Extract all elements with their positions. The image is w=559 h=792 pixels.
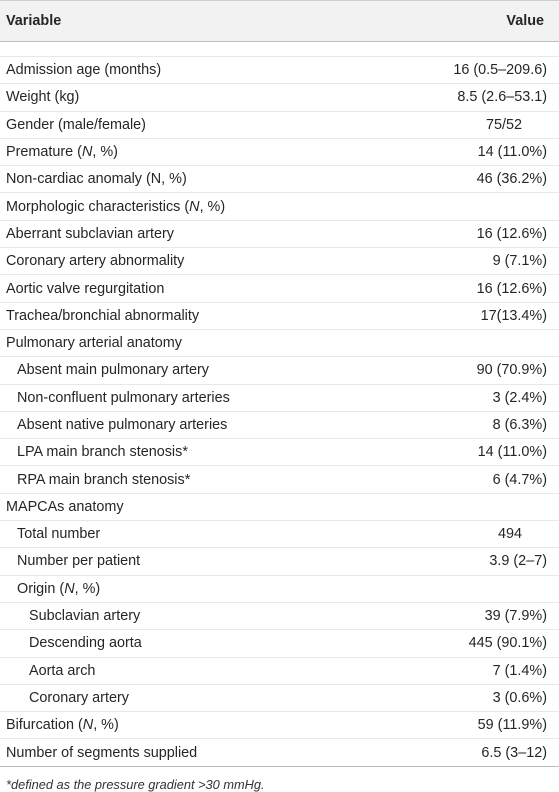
row-value: 14 (11.0%) xyxy=(393,439,559,466)
table-row xyxy=(0,739,559,766)
row-value: 75/52 xyxy=(393,111,559,138)
row-value: 6 (4.7%) xyxy=(393,466,559,493)
row-value xyxy=(393,575,559,602)
row-value: 9 (7.1%) xyxy=(393,248,559,275)
row-label: Absent main pulmonary artery xyxy=(0,357,393,384)
row-label: Morphologic characteristics (N, %) xyxy=(0,193,393,220)
row-label: MAPCAs anatomy xyxy=(0,493,393,520)
row-label: Coronary artery xyxy=(0,684,393,711)
spacer-row xyxy=(0,42,559,57)
header-variable: Variable xyxy=(0,1,393,42)
row-value: 3.9 (2–7) xyxy=(393,548,559,575)
row-label: Absent native pulmonary arteries xyxy=(0,411,393,438)
row-label: Trachea/bronchial abnormality xyxy=(0,302,393,329)
row-label: Number per patient xyxy=(0,548,393,575)
row-value: 46 (36.2%) xyxy=(393,166,559,193)
table-row xyxy=(0,275,559,302)
row-label: Pulmonary arterial anatomy xyxy=(0,329,393,356)
table-row xyxy=(0,493,559,520)
table-row xyxy=(0,602,559,629)
table-row xyxy=(0,138,559,165)
table-row xyxy=(0,357,559,384)
table-row xyxy=(0,57,559,84)
row-value: 16 (12.6%) xyxy=(393,220,559,247)
row-label: RPA main branch stenosis* xyxy=(0,466,393,493)
table-row xyxy=(0,684,559,711)
row-label: Aortic valve regurgitation xyxy=(0,275,393,302)
table-row xyxy=(0,166,559,193)
table-row xyxy=(0,521,559,548)
row-value: 6.5 (3–12) xyxy=(393,739,559,766)
row-label: Subclavian artery xyxy=(0,602,393,629)
table-row xyxy=(0,411,559,438)
table-footnote: *defined as the pressure gradient >30 mmHg. xyxy=(6,776,265,792)
table-row xyxy=(0,220,559,247)
row-value: 59 (11.9%) xyxy=(393,712,559,739)
table-row xyxy=(0,548,559,575)
table-row xyxy=(0,111,559,138)
row-label: Weight (kg) xyxy=(0,84,393,111)
table-row xyxy=(0,439,559,466)
table-row xyxy=(0,329,559,356)
row-label: Aberrant subclavian artery xyxy=(0,220,393,247)
row-value: 8.5 (2.6–53.1) xyxy=(393,84,559,111)
row-value xyxy=(393,329,559,356)
row-value: 90 (70.9%) xyxy=(393,357,559,384)
table-row xyxy=(0,302,559,329)
table-row xyxy=(0,575,559,602)
row-label: Bifurcation (N, %) xyxy=(0,712,393,739)
table-row xyxy=(0,630,559,657)
table-row xyxy=(0,248,559,275)
row-value: 3 (0.6%) xyxy=(393,684,559,711)
row-value: 16 (12.6%) xyxy=(393,275,559,302)
table-row xyxy=(0,657,559,684)
table-row xyxy=(0,193,559,220)
row-label: Number of segments supplied xyxy=(0,739,393,766)
row-label: LPA main branch stenosis* xyxy=(0,439,393,466)
row-label: Gender (male/female) xyxy=(0,111,393,138)
row-value: 39 (7.9%) xyxy=(393,602,559,629)
row-value xyxy=(393,493,559,520)
table-row xyxy=(0,384,559,411)
row-label: Premature (N, %) xyxy=(0,138,393,165)
row-label: Origin (N, %) xyxy=(0,575,393,602)
table-row xyxy=(0,466,559,493)
header-value: Value xyxy=(393,1,559,42)
row-value xyxy=(393,193,559,220)
row-label: Coronary artery abnormality xyxy=(0,248,393,275)
row-label: Non-cardiac anomaly (N, %) xyxy=(0,166,393,193)
row-value: 3 (2.4%) xyxy=(393,384,559,411)
row-value: 494 xyxy=(393,521,559,548)
row-value: 14 (11.0%) xyxy=(393,138,559,165)
row-value: 7 (1.4%) xyxy=(393,657,559,684)
row-label: Admission age (months) xyxy=(0,57,393,84)
table-row xyxy=(0,712,559,739)
row-label: Aorta arch xyxy=(0,657,393,684)
row-value: 8 (6.3%) xyxy=(393,411,559,438)
header-row xyxy=(0,1,559,42)
row-value: 445 (90.1%) xyxy=(393,630,559,657)
row-label: Total number xyxy=(0,521,393,548)
row-label: Non-confluent pulmonary arteries xyxy=(0,384,393,411)
row-value: 16 (0.5–209.6) xyxy=(393,57,559,84)
table-row xyxy=(0,84,559,111)
row-value: 17(13.4%) xyxy=(393,302,559,329)
row-label: Descending aorta xyxy=(0,630,393,657)
